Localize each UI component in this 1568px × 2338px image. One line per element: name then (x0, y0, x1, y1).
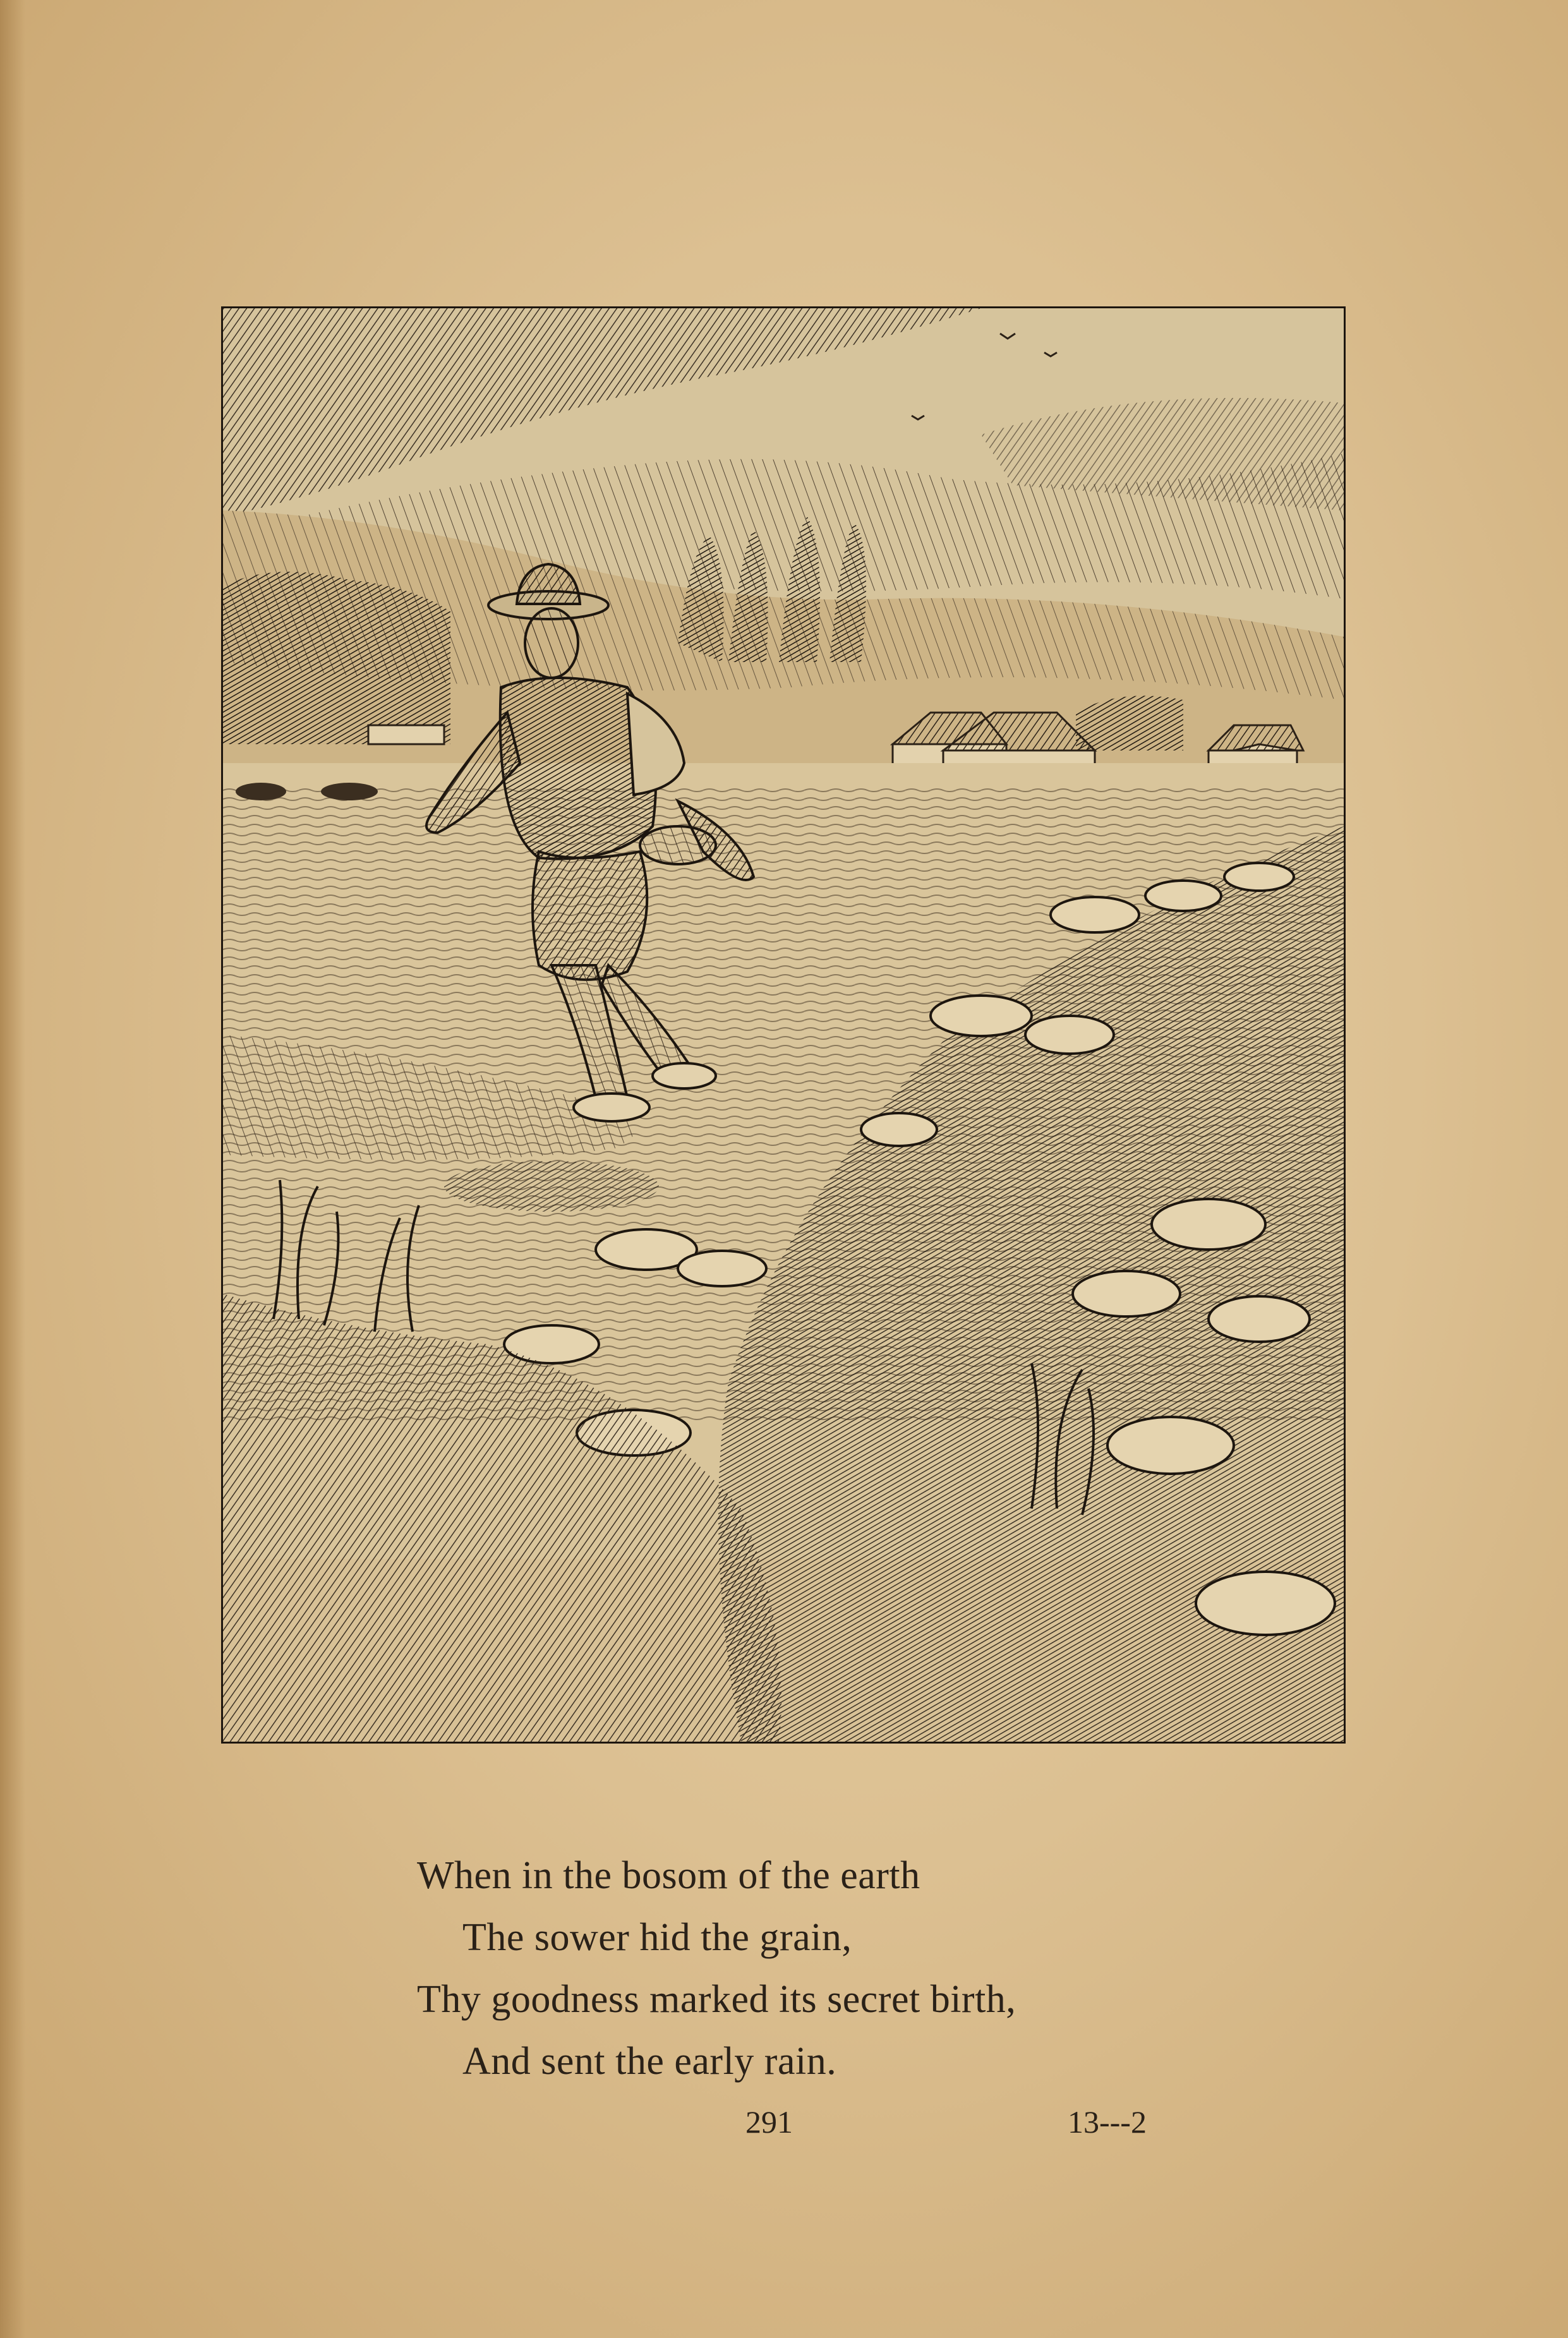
verse-line-1: When in the bosom of the earth (417, 1854, 920, 1897)
page-edge-shadow (0, 0, 25, 2338)
page-number: 291 (745, 2104, 793, 2140)
verse (417, 1845, 1175, 2092)
signature-mark: 13---2 (1068, 2104, 1147, 2140)
verse-line-2: The sower hid the grain, (462, 1916, 852, 1959)
verse-line-4: And sent the early rain. (462, 2040, 837, 2083)
verse-line-3: Thy goodness marked its secret birth, (417, 1978, 1016, 2021)
engraving-illustration (221, 306, 1346, 1744)
